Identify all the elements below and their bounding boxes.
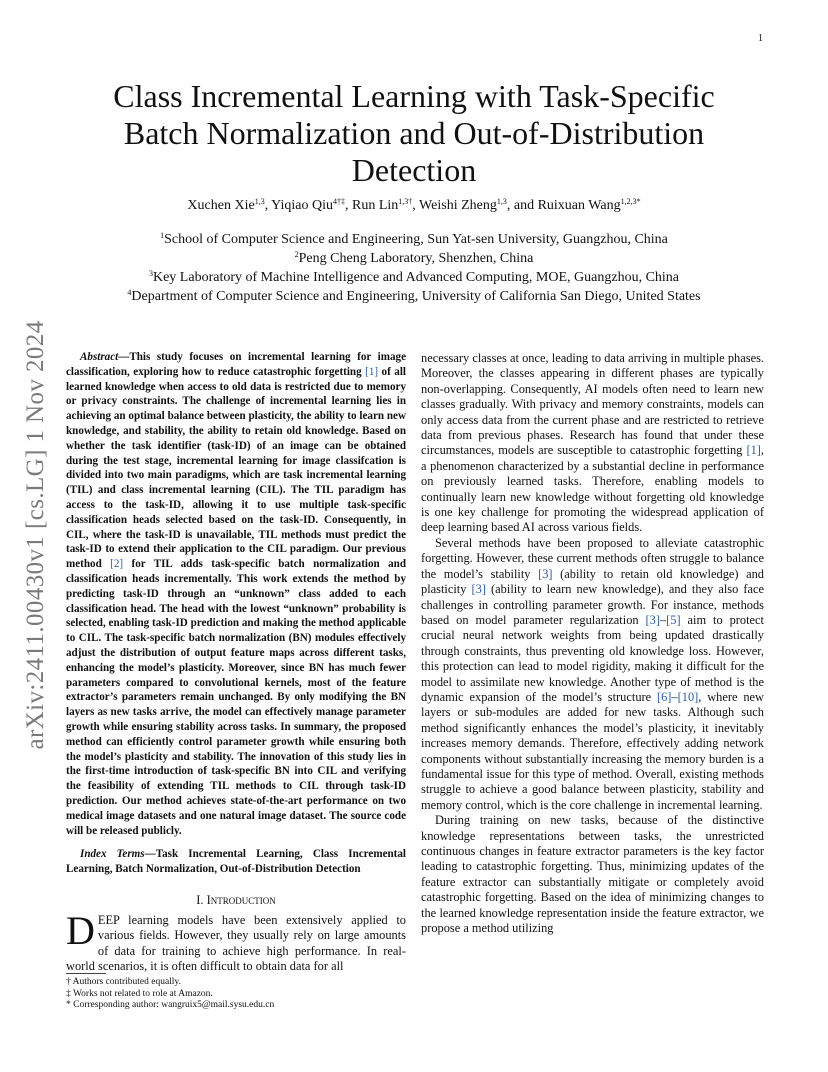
- text-run: (ability to retain old knowledge) and plasticity: [421, 566, 765, 597]
- citation-link[interactable]: [1]: [746, 443, 761, 458]
- page-number: 1: [758, 33, 763, 44]
- text-run: necessary classes at once, leading to data arriving in multiple phases. Moreover, the classes appearing in different phases are typically non-overlapping. Consequently, AI models often need to learn new classes gradually. With privacy and memory constraints, models can only access data from the current phase and are restricted to retrieve data from previous phases. Research has found that under these circumstances, models are susceptible to catastrophic forgetting: [421, 351, 764, 458]
- citation-link[interactable]: [2]: [110, 558, 124, 571]
- author-name: Run Lin: [352, 198, 399, 213]
- paragraph: [421, 813, 764, 936]
- text-run: for TIL adds task-specific batch normalization and classification heads incrementally. This work extends the method by predicting task-ID through an “unknown” class added to each classification head. The head with the lowest “unknown” probability is selected, enabling task-ID prediction and making the method applicable to CIL. The task-specific batch normalization (BN) modules effectively adjust the distribution of output feature maps across different tasks, enhancing the model’s plasticity. Moreover, since BN has much fewer parameters compared to convolutional kernels, most of the feature extractor’s parameters remain unchanged. By only modifying the BN layers as new tasks arrive, the model can effectively manage parameter growth while ensuring stability across tasks. In summary, the proposed method can efficiently control parameter growth while ensuring both the model’s plasticity and stability. The innovation of this study lies in the first-time introduction of task-specific BN into CIL and verifying the feasibility of extending TIL methods to CIL through task-ID prediction. Our method achieves state-of-the-art performance on two medical image datasets and one natural image dataset. The source code will be released publicly.: [66, 558, 406, 837]
- footnote: * Corresponding author: wangruix5@mail.sysu.edu.cn: [66, 1000, 275, 1010]
- affiliation: [40, 287, 788, 306]
- author-separator: ,: [345, 198, 353, 213]
- text-run: –: [659, 612, 667, 627]
- text-run: of all learned knowledge when access to old data is restricted due to memory or privacy constraints. The challenge of incremental learning lies in achieving an optimal balance between plasticity, the ability to learn new knowledge, and stability, the ability to retain old knowledge. Based on whether the task identifier (task-ID) of an image can be obtained during the test stage, incremental learning for image classifcation is divided into two main paradigms, which are task incremental learning (TIL) and class incremental learning (CIL). The TIL paradigm has access to the task-ID, allowing it to use multiple task-specific classification heads selected based on the task-ID. Consequently, in CIL, where the task-ID is unavailable, TIL methods must predict the task-ID to extend their application to the CIL paradigm. Our previous method: [66, 365, 406, 571]
- affiliation: [40, 230, 788, 249]
- citation-link[interactable]: [1]: [365, 365, 379, 378]
- author-name: Yiqiao Qiu: [271, 198, 334, 213]
- abstract-dash: —: [118, 351, 130, 363]
- author-affiliation-mark: 1,3: [254, 197, 265, 206]
- intro-text: learning models have been extensively applied to various fields. However, they usually rely on large amounts of data for training to achieve high performance. In real-world scenarios, it is often difficult to obtain data for all: [66, 912, 406, 974]
- text-run: (ability to learn new knowledge), and they also face challenges in controlling parameter growth. For instance, methods based on model parameter regularization: [421, 582, 764, 627]
- section-heading: I. Introduction: [196, 892, 276, 907]
- author-affiliation-mark: 1,3†: [398, 197, 413, 206]
- text-run: During training on new tasks, because of the distinctive knowledge representations between tasks, the unrestricted continuous changes in feature extractor parameters is the key factor leading to catastrophic forgetting. Thus, minimizing updates of the feature extractor can substantially mitigate or completely avoid catastrophic forgetting. Based on the idea of minimizing changes to the learned knowledge representation inside the feature extractor, we propose a method utilizing: [421, 813, 764, 936]
- citation-link[interactable]: [3]: [471, 582, 486, 597]
- affiliation-mark: 4: [127, 288, 132, 297]
- affiliation-mark: 3: [148, 269, 153, 278]
- paper-title: Class Incremental Learning with Task-Specific Batch Normalization and Out-of-Distribution Detection: [113, 78, 715, 188]
- dropcap: D: [66, 907, 95, 953]
- left-column: [66, 350, 406, 975]
- author-separator: ,: [412, 198, 420, 213]
- index-terms-dash: —: [144, 848, 156, 861]
- author-affiliation-mark: 1,3: [496, 197, 507, 206]
- citation-link[interactable]: [5]: [666, 612, 681, 627]
- text-run: This study focuses on incremental learning for image classification, exploring how to reduce catastrophic forgetting: [66, 351, 406, 378]
- intro-paragraph: [66, 907, 406, 975]
- citation-link[interactable]: [10]: [677, 689, 699, 704]
- author-name: Ruixuan Wang: [537, 198, 621, 213]
- affiliation-mark: 2: [294, 250, 299, 259]
- index-terms: [66, 847, 406, 877]
- affiliation-text: School of Computer Science and Engineering, Sun Yat-sen University, Guangzhou, China: [164, 232, 668, 247]
- footnotes: [66, 973, 406, 1012]
- index-terms-text: Task Incremental Learning, Class Incremental Learning, Batch Normalization, Out-of-Distribution Detection: [66, 848, 406, 876]
- affiliation: [40, 249, 788, 268]
- paragraph: [421, 536, 764, 813]
- arxiv-id: arXiv:2411.00430v1 [cs.LG] 1 Nov 2024: [22, 320, 49, 750]
- citation-link[interactable]: [3]: [538, 566, 553, 581]
- author-affiliation-mark: 4†‡: [333, 197, 346, 206]
- author-separator: , and: [506, 198, 538, 213]
- text-run: –: [671, 689, 678, 704]
- affiliation-text: Key Laboratory of Machine Intelligence and Advanced Computing, MOE, Guangzhou, China: [152, 270, 680, 285]
- footnote: ‡ Works not related to role at Amazon.: [66, 988, 213, 999]
- text-run: Several methods have been proposed to alleviate catastrophic forgetting. However, these current methods often struggle to balance the model’s stability: [421, 535, 764, 581]
- citation-link[interactable]: [3]: [645, 612, 660, 627]
- abstract: [66, 350, 406, 838]
- paragraph: [421, 351, 764, 536]
- affiliation: [40, 268, 788, 287]
- author-name: Weishi Zheng: [419, 198, 497, 213]
- intro-first-word: EEP: [97, 912, 120, 927]
- affiliation-list: [40, 230, 788, 306]
- author-name: Xuchen Xie: [187, 198, 255, 213]
- affiliation-text: Peng Cheng Laboratory, Shenzhen, China: [298, 251, 534, 266]
- text-run: aim to protect crucial neural network weights from being updated drastically through constraints, thus preventing old knowledge loss. However, this protection can lead to model rigidity, making it difficult for the model to assimilate new knowledge. Another type of method is the dynamic expansion of the model’s structure: [421, 612, 765, 704]
- text-run: , where new layers or sub-modules are added for new tasks. Although such method significantly enhances the model’s plasticity, it inevitably increases memory demands. Therefore, effectively adding network components without substantially increasing the memory burden is a fundamental issue for this type of method. Overall, existing methods struggle to achieve a good balance between plasticity, stability and memory control, which is the core challenge in incremental learning.: [421, 689, 764, 812]
- affiliation-text: Department of Computer Science and Engineering, University of California San Diego, United States: [131, 289, 701, 304]
- citation-link[interactable]: [6]: [656, 689, 672, 704]
- author-affiliation-mark: 1,2,3*: [620, 197, 641, 206]
- abstract-label: Abstract: [80, 351, 119, 363]
- author-list: [60, 198, 768, 214]
- affiliation-mark: 1: [160, 231, 165, 240]
- abstract-body: [66, 351, 406, 837]
- author-separator: ,: [264, 198, 272, 213]
- index-terms-label: Index Terms: [80, 848, 145, 861]
- right-column: [421, 351, 764, 936]
- footnote: † Authors contributed equally.: [66, 977, 181, 987]
- text-run: , a phenomenon characterized by a substantial decline in performance on previously learned tasks. Therefore, enabling models to continually learn new knowledge without forgetting old knowledge is one key challenge for promoting the widespread application of deep learning based AI across various fields.: [421, 443, 764, 535]
